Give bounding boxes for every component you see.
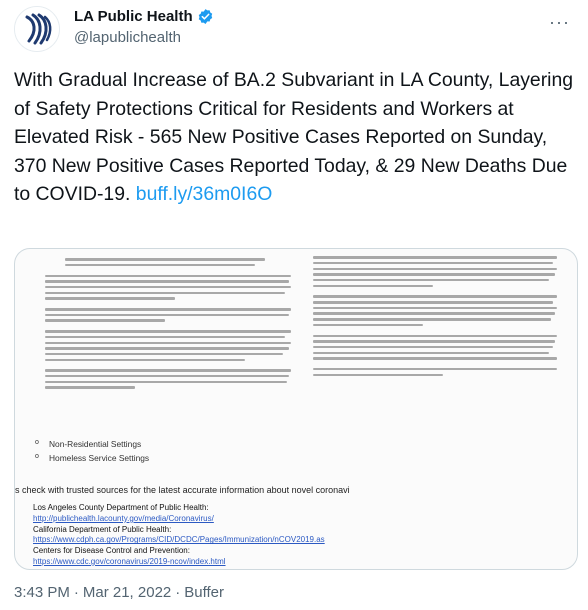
resource-cdc-link: https://www.cdc.gov/coronavirus/2019-ncov/index.html bbox=[33, 556, 226, 566]
tweet-metadata bbox=[14, 584, 228, 601]
tweet-text bbox=[14, 66, 576, 209]
document-left-column bbox=[45, 255, 293, 389]
resource-cdc-label: Centers for Disease Control and Prevention: bbox=[33, 546, 190, 556]
resource-dph-label: Los Angeles County Department of Public Health: bbox=[33, 503, 209, 512]
avatar[interactable] bbox=[14, 6, 60, 52]
tweet-link[interactable]: buff.ly/36m0I6O bbox=[135, 183, 273, 206]
meta-separator: · bbox=[73, 584, 79, 601]
resource-cdph-label: California Department of Public Health: bbox=[33, 524, 172, 534]
tweet-header bbox=[14, 4, 574, 52]
tweet-date[interactable]: Mar 21, 2022 bbox=[82, 584, 172, 601]
la-county-seal-icon bbox=[15, 7, 59, 51]
author-handle[interactable]: @lapublichealth bbox=[74, 29, 181, 46]
tweet-source[interactable]: Buffer bbox=[184, 584, 225, 601]
resource-dph-link: http://publichealth.lacounty.gov/media/Coronavirus/ bbox=[33, 513, 214, 523]
resource-spanish-label bbox=[33, 568, 62, 570]
resource-spanish-row bbox=[33, 568, 325, 570]
author-name-row bbox=[74, 8, 214, 25]
meta-separator-2: · bbox=[175, 584, 181, 601]
resource-list bbox=[33, 503, 325, 570]
verified-badge-icon bbox=[197, 8, 214, 25]
bullet-non-residential: o Non-Residential Settings bbox=[49, 439, 141, 449]
tweet-body: With Gradual Increase of BA.2 Subvariant in LA County, Layering of Safety Protections Critical for Residents and Workers at Elevated Risk - 565 New Positive Cases Reported on Sunday, 370 New Positive Cases Reported Today, & 29 New Deaths Due to COVID-19. bbox=[14, 69, 574, 206]
tweet-time[interactable]: 3:43 PM bbox=[14, 584, 70, 601]
bullet-homeless-service: o Homeless Service Settings bbox=[49, 453, 149, 463]
more-options-icon[interactable]: ··· bbox=[549, 12, 570, 32]
press-release-document bbox=[15, 249, 577, 569]
author-display-name[interactable]: LA Public Health bbox=[74, 8, 193, 25]
tweet-image[interactable] bbox=[14, 248, 578, 570]
document-right-column bbox=[313, 253, 558, 376]
resource-spanish-link bbox=[64, 568, 287, 570]
check-sources-line: s check with trusted sources for the latest accurate information about novel coronavi bbox=[15, 485, 350, 495]
resource-cdph-link: https://www.cdph.ca.gov/Programs/CID/DCDC/Pages/Immunization/nCOV2019.as bbox=[33, 535, 325, 545]
